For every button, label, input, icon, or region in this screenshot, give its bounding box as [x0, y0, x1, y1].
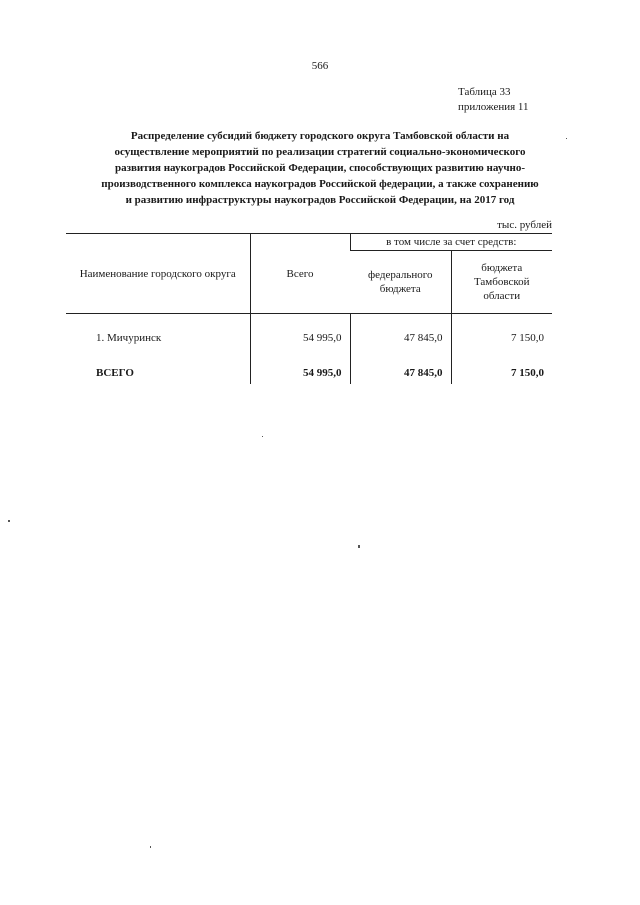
total-row — [66, 362, 552, 384]
scan-speck — [358, 545, 360, 548]
title-line: развития наукоградов Российской Федерации, способствующих развитию научно- — [114, 162, 526, 174]
total-federal: 47 845,0 — [350, 362, 451, 384]
title-line: производственного комплекса наукоградов Российской федерации, а также сохранению — [101, 178, 539, 190]
page-number: 566 — [311, 60, 329, 72]
header-name: Наименование городского округа — [66, 234, 250, 314]
document-title — [60, 128, 580, 208]
scan-speck — [8, 520, 10, 522]
header-federal: федерального бюджета — [350, 251, 451, 314]
row-total: 54 995,0 — [250, 328, 350, 348]
spacer-row — [66, 348, 552, 362]
header-regional: бюджета Тамбовской области — [451, 251, 552, 314]
header-funding-group: в том числе за счет средств: — [350, 234, 552, 251]
total-regional: 7 150,0 — [451, 362, 552, 384]
total-name: ВСЕГО — [96, 367, 134, 379]
title-line: и развитию инфраструктуры наукоградов Российской Федерации, на 2017 год — [125, 194, 515, 206]
row-federal: 47 845,0 — [350, 328, 451, 348]
title-line: Распределение субсидий бюджету городского округа Тамбовской области на — [130, 130, 510, 142]
scan-speck — [566, 138, 567, 139]
header-total: Всего — [250, 234, 350, 314]
title-line: осуществление мероприятий по реализации стратегий социально-экономического — [114, 146, 526, 158]
row-regional: 7 150,0 — [451, 328, 552, 348]
table-row — [66, 328, 552, 348]
appendix-reference-line: приложения 11 — [458, 101, 529, 113]
units-label: тыс. рублей — [497, 219, 552, 231]
scan-speck — [262, 436, 263, 437]
total-sum: 54 995,0 — [250, 362, 350, 384]
table-reference-line: Таблица 33 — [458, 86, 511, 98]
scan-speck — [150, 846, 151, 848]
subsidy-table — [66, 233, 552, 384]
spacer-row — [66, 314, 552, 329]
table-reference — [458, 85, 529, 115]
row-name: 1. Мичуринск — [96, 332, 162, 344]
